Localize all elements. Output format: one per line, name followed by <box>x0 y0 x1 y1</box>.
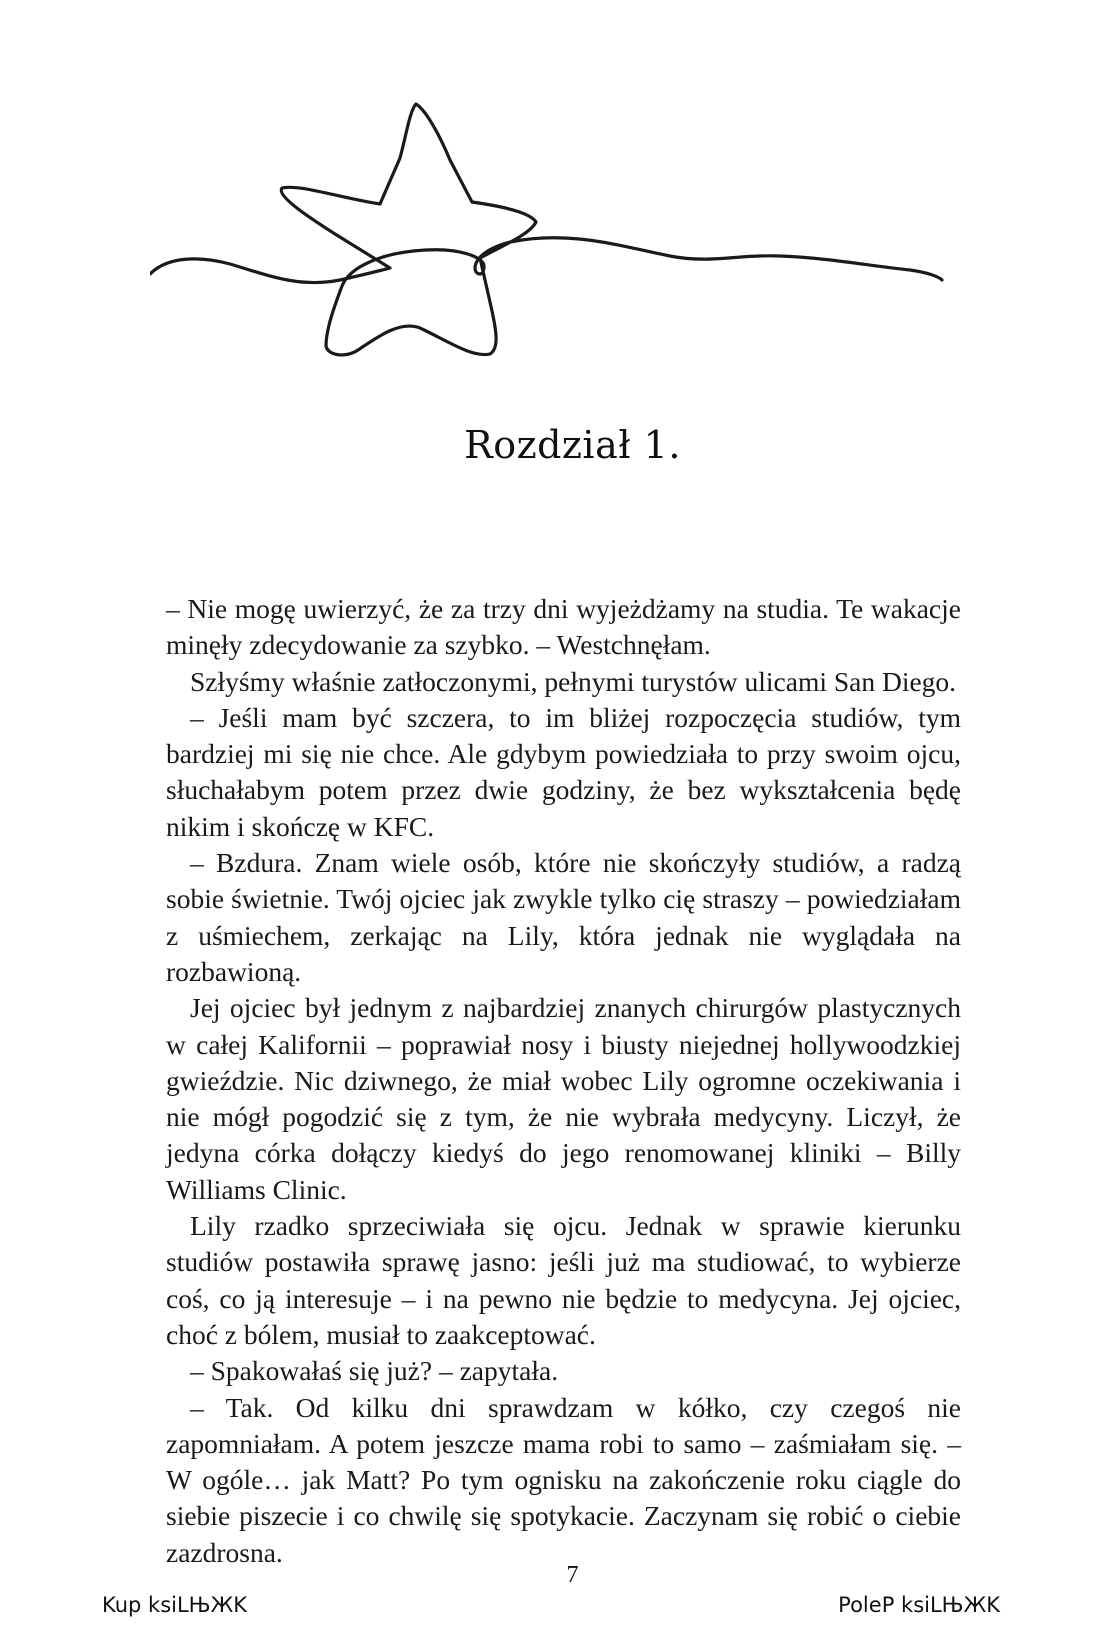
paragraph: – Bzdura. Znam wiele osób, które nie skończyły studiów, a radzą sobie świetnie. Twój ojciec jak zwykle tylko cię straszy – powiedziałam z uśmiechem, zerkając na Lily, która jednak nie wyglądała na rozbawioną. <box>166 847 961 987</box>
chapter-title: Rozdział 1. <box>464 423 681 467</box>
paragraph: – Nie mogę uwierzyć, że za trzy dni wyjeżdżamy na studia. Te wakacje minęły zdecydowanie za szybko. – Westchnęłam. <box>166 593 961 661</box>
paragraph: Lily rzadko sprzeciwiała się ojcu. Jednak w sprawie kierunku studiów postawiła sprawę jasno: jeśli już ma studiować, to wybierze coś, co ją interesuje – i na pewno nie będzie to medycyna. Jej ojciec, choć z bólem, musiał to zaakceptować. <box>166 1210 961 1350</box>
paragraph: – Spakowałaś się już? – zapytała. <box>190 1355 559 1387</box>
recommend-book-link[interactable]: PoleP ksiLЊЖK <box>838 1593 1000 1617</box>
buy-book-link[interactable]: Kup ksiLЊЖK <box>102 1593 248 1617</box>
paragraph: Jej ojciec był jednym z najbardziej znanych chirurgów plastycznych w całej Kalifornii – poprawiał nosy i biusty niejednej hollywoodzkiej gwieździe. Nic dziwnego, że miał wobec Lily ogromne oczekiwania i nie mógł pogodzić się z tym, że nie wybrała medycyny. Liczył, że jedyna córka dołączy kiedyś do jego renomowanej kliniki – Billy Williams Clinic. <box>166 992 961 1205</box>
paragraph: Szłyśmy właśnie zatłoczonymi, pełnymi turystów ulicami San Diego. <box>190 665 957 697</box>
page-number: 7 <box>566 1562 579 1588</box>
paragraph: – Tak. Od kilku dni sprawdzam w kółko, czy czegoś nie zapomniałam. A potem jeszcze mama robi to samo – zaśmiałam się. – W ogóle… jak Matt? Po tym ognisku na zakończenie roku ciągle do siebie piszecie i co chwilę się spotykacie. Zaczynam się robić o ciebie zazdrosna. <box>166 1391 961 1568</box>
chapter-body <box>166 591 961 1571</box>
paragraph: – Jeśli mam być szczera, to im bliżej rozpoczęcia studiów, tym bardziej mi się nie chce. Ale gdybym powiedziała to przy swoim ojcu, słuchałabym potem przez dwie godziny, że bez wykształcenia będę nikim i skończę w KFC. <box>166 701 961 842</box>
star-line-icon <box>150 96 950 376</box>
